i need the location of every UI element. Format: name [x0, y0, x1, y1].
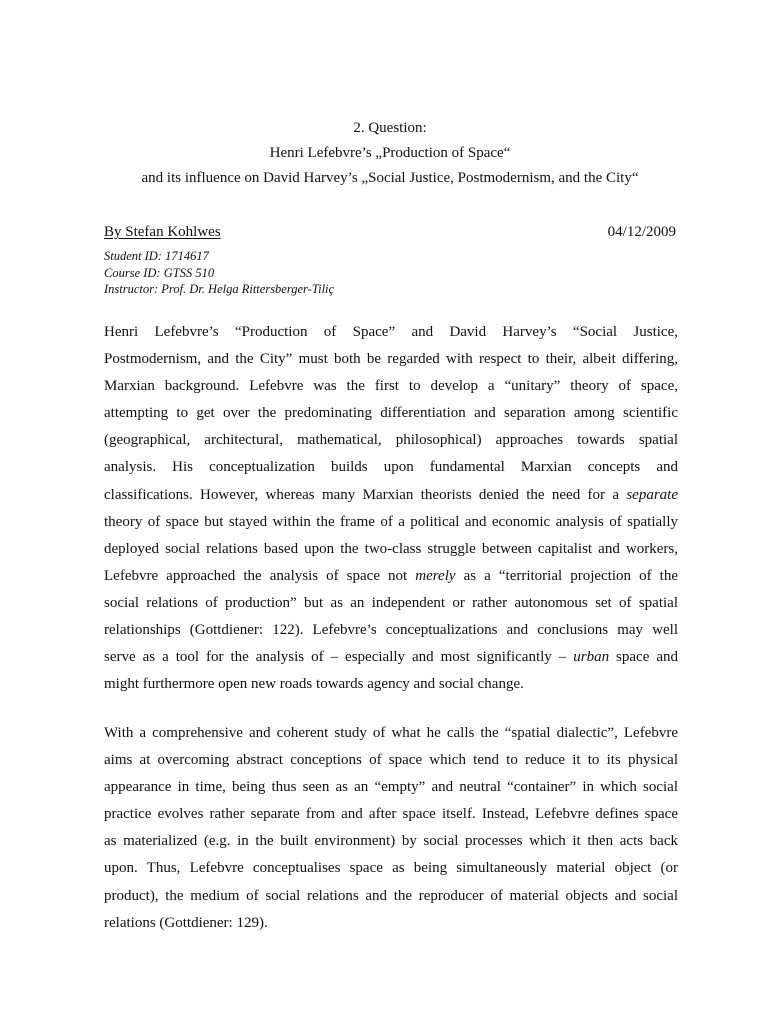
student-id: Student ID: 1714617: [104, 249, 209, 263]
paragraph-1: [104, 319, 678, 698]
paragraph-line: Postmodernism, and the City” must both be regarded with respect to their, albeit differing,: [104, 351, 678, 368]
emphasis-text: merely: [415, 567, 456, 584]
title-line-1: Henri Lefebvre’s „Production of Space“: [269, 145, 511, 161]
paragraph-line: analysis. His conceptualization builds upon fundamental Marxian concepts and: [104, 459, 678, 476]
author-byline: By Stefan Kohlwes: [104, 224, 221, 240]
paragraph-line: Henri Lefebvre’s “Production of Space” and David Harvey’s “Social Justice,: [104, 324, 678, 340]
paragraph-line: as materialized (e.g. in the built environment) by social processes which it then acts back: [104, 833, 678, 850]
title-block: [104, 116, 676, 191]
paragraph-line: appearance in time, being thus seen as an “empty” and neutral “container” in which social: [104, 779, 678, 796]
paragraph-line: attempting to get over the predominating differentiation and separation among scientific: [104, 405, 678, 422]
paragraph-line: might furthermore open new roads towards agency and social change.: [104, 676, 524, 693]
text-run: Lefebvre approached the analysis of space not: [104, 567, 416, 584]
paragraph-line: [104, 563, 678, 590]
course-id: Course ID: GTSS 510: [104, 265, 215, 280]
text-run: classifications. However, whereas many Marxian theorists denied the need for a: [104, 486, 627, 503]
question-heading: 2. Question:: [353, 120, 427, 136]
text-run: serve as a tool for the analysis of – especially and most significantly –: [104, 649, 574, 666]
paragraph-line: social relations of production” but as an independent or rather autonomous set of spatial: [104, 594, 678, 611]
text-run: as a “territorial projection of the: [455, 567, 678, 584]
paragraph-line: Marxian background. Lefebvre was the first to develop a “unitary” theory of space,: [104, 378, 678, 395]
paragraph-line: theory of space but stayed within the frame of a political and economic analysis of spatially: [104, 513, 678, 530]
paragraph-line: [104, 482, 678, 509]
emphasis-text: separate: [626, 486, 678, 503]
paragraph-line: With a comprehensive and coherent study of what he calls the “spatial dialectic”, Lefebvre: [104, 725, 678, 741]
instructor: Instructor: Prof. Dr. Helga Rittersberger-Tiliç: [104, 282, 335, 296]
paragraph-line: upon. Thus, Lefebvre conceptualises space as being simultaneously material object (or: [104, 860, 678, 877]
paragraph-line: deployed social relations based upon the two-class struggle between capitalist and workers,: [104, 540, 678, 557]
paragraph-line: relationships (Gottdiener: 122). Lefebvre’s conceptualizations and conclusions may well: [104, 622, 678, 639]
paragraph-line: product), the medium of social relations and the reproducer of material objects and social: [104, 887, 678, 904]
paragraph-line: [104, 644, 678, 671]
paragraph-line: (geographical, architectural, mathematical, philosophical) approaches towards spatial: [104, 432, 678, 449]
author-row: [104, 222, 676, 242]
paragraph-line: aims at overcoming abstract conceptions of space which tend to reduce it to its physical: [104, 752, 678, 769]
emphasis-text: urban: [573, 649, 610, 666]
title-line-2: and its influence on David Harvey’s „Social Justice, Postmodernism, and the City“: [141, 170, 639, 186]
paragraph-line: relations (Gottdiener: 129).: [104, 914, 268, 931]
document-date: 04/12/2009: [607, 224, 676, 240]
meta-block: [104, 248, 334, 298]
text-run: space and: [609, 649, 678, 666]
paragraph-2: [104, 720, 678, 937]
paragraph-line: practice evolves rather separate from and after space itself. Instead, Lefebvre defines space: [104, 806, 678, 823]
